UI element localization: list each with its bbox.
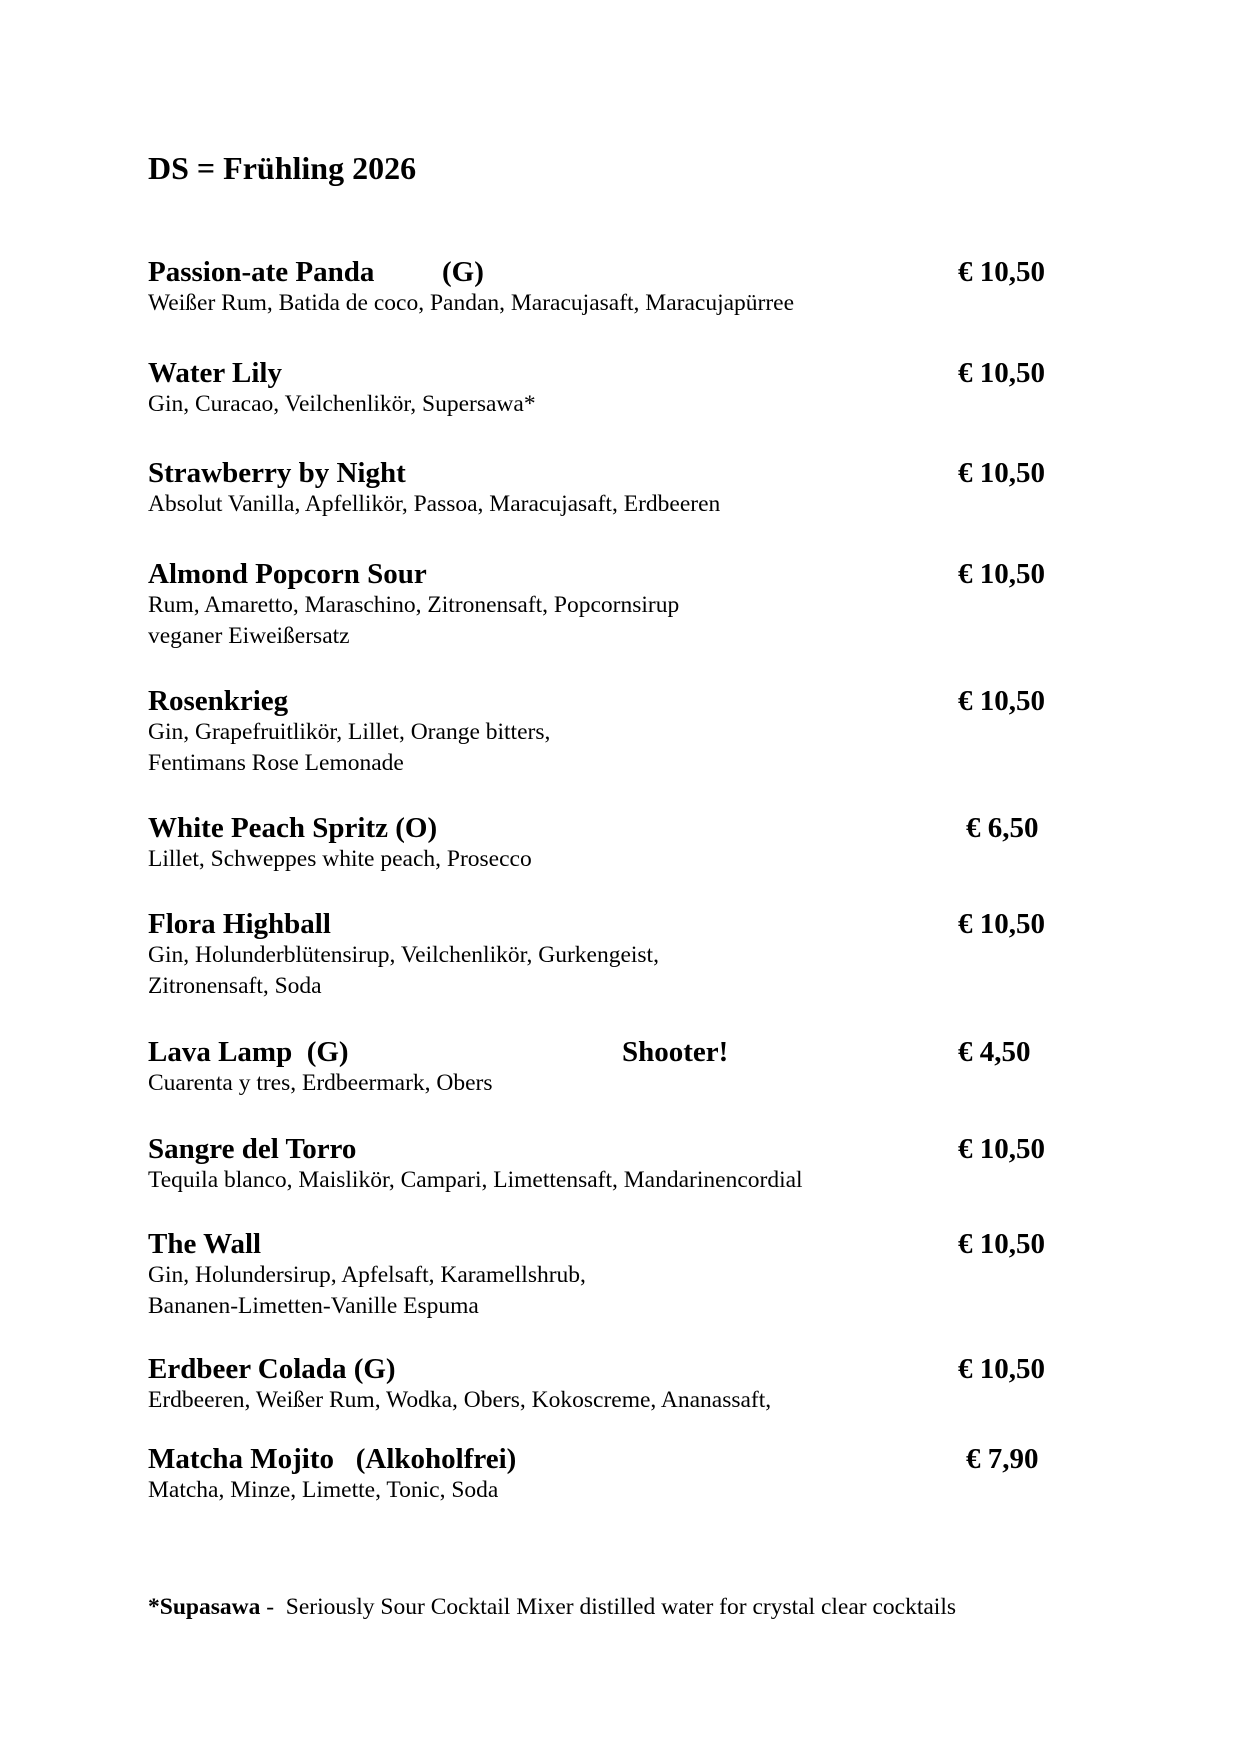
item-name: Passion-ate Panda xyxy=(148,256,375,288)
item-price: € 10,50 xyxy=(958,357,1045,389)
item-description: Gin, Grapefruitlikör, Lillet, Orange bitters, Fentimans Rose Lemonade xyxy=(148,719,551,776)
item-price: € 10,50 xyxy=(958,1133,1045,1165)
item-description: Gin, Holundersirup, Apfelsaft, Karamellshrub, Bananen-Limetten-Vanille Espuma xyxy=(148,1262,586,1319)
item-description: Matcha, Minze, Limette, Tonic, Soda xyxy=(148,1477,499,1503)
item-note: Shooter! xyxy=(622,1036,729,1068)
item-price: € 10,50 xyxy=(958,908,1045,940)
item-price: € 10,50 xyxy=(958,256,1045,288)
page-title: DS = Frühling 2026 xyxy=(148,150,417,186)
footnote-text: - Seriously Sour Cocktail Mixer distilled water for crystal clear cocktails xyxy=(260,1594,956,1620)
item-tag: (G) xyxy=(442,256,484,288)
item-price: € 4,50 xyxy=(958,1036,1031,1068)
item-description: Tequila blanco, Maislikör, Campari, Limettensaft, Mandarinencordial xyxy=(148,1167,803,1193)
item-price: € 10,50 xyxy=(958,457,1045,489)
item-price: € 7,90 xyxy=(966,1443,1039,1475)
item-name: The Wall xyxy=(148,1228,262,1260)
item-description: Gin, Curacao, Veilchenlikör, Supersawa* xyxy=(148,391,536,417)
item-price: € 10,50 xyxy=(958,558,1045,590)
item-price: € 6,50 xyxy=(966,812,1039,844)
item-name: Rosenkrieg xyxy=(148,685,289,717)
item-description: Erdbeeren, Weißer Rum, Wodka, Obers, Kokoscreme, Ananassaft, xyxy=(148,1387,772,1413)
item-price: € 10,50 xyxy=(958,1353,1045,1385)
item-name: Sangre del Torro xyxy=(148,1133,357,1165)
footnote-label: *Supasawa xyxy=(148,1594,261,1620)
item-name: Flora Highball xyxy=(148,908,331,940)
item-description: Cuarenta y tres, Erdbeermark, Obers xyxy=(148,1070,493,1096)
item-name: Strawberry by Night xyxy=(148,457,406,489)
item-price: € 10,50 xyxy=(958,1228,1045,1260)
item-price: € 10,50 xyxy=(958,685,1045,717)
item-name: White Peach Spritz (O) xyxy=(148,812,438,844)
item-description: Rum, Amaretto, Maraschino, Zitronensaft, Popcornsirup veganer Eiweißersatz xyxy=(148,592,680,649)
item-name: Almond Popcorn Sour xyxy=(148,558,427,590)
item-name: Water Lily xyxy=(148,357,282,389)
item-name: Erdbeer Colada (G) xyxy=(148,1353,396,1385)
item-name: Lava Lamp (G) xyxy=(148,1036,349,1068)
item-description: Gin, Holunderblütensirup, Veilchenlikör, Gurkengeist, Zitronensaft, Soda xyxy=(148,942,659,999)
item-description: Weißer Rum, Batida de coco, Pandan, Maracujasaft, Maracujapürree xyxy=(148,290,795,316)
item-description: Lillet, Schweppes white peach, Prosecco xyxy=(148,846,532,872)
item-description: Absolut Vanilla, Apfellikör, Passoa, Maracujasaft, Erdbeeren xyxy=(148,491,721,517)
footnote xyxy=(148,1591,956,1623)
item-name: Matcha Mojito (Alkoholfrei) xyxy=(148,1443,517,1475)
